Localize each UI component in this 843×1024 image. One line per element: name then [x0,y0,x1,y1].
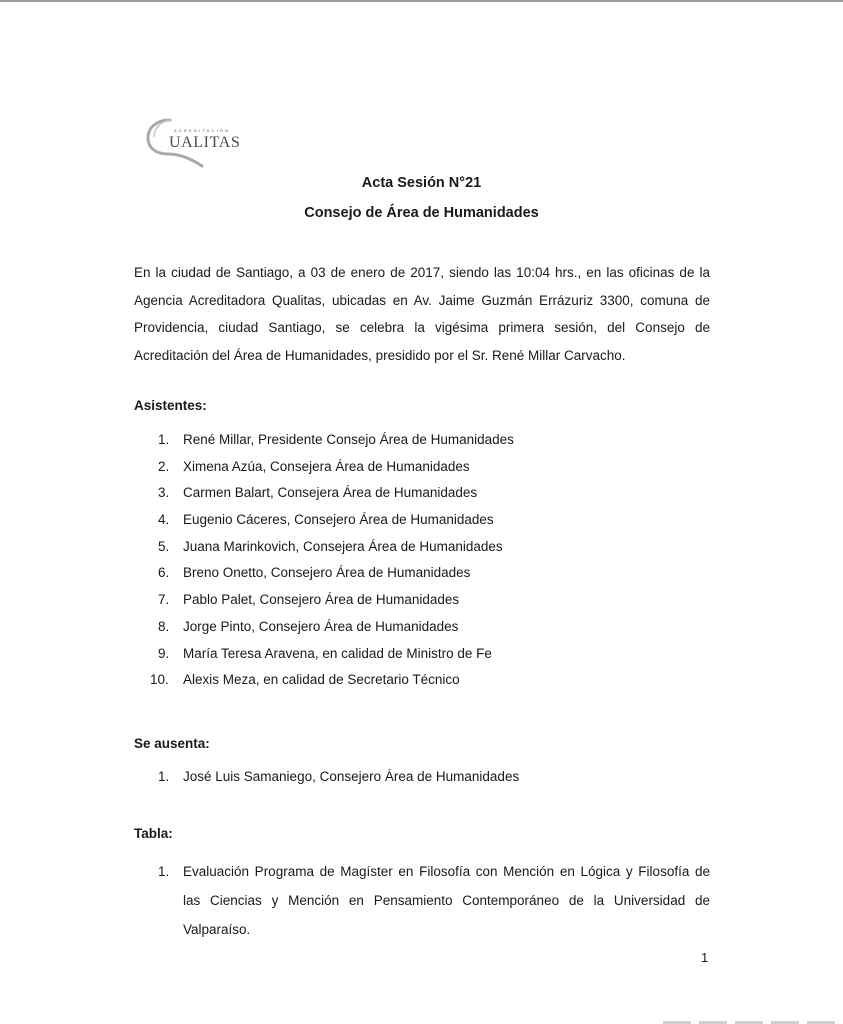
item-text: Pablo Palet, Consejero Área de Humanidades [183,592,460,608]
item-number: 6. [158,565,170,581]
item-text [183,857,710,944]
asistentes-heading: Asistentes: [134,398,207,413]
item-text: Eugenio Cáceres, Consejero Área de Humanidades [183,512,494,528]
item-number: 7. [158,592,170,608]
item-number: 10. [150,672,169,688]
tabla-line: las Ciencias y Mención en Pensamiento Contemporáneo de la Universidad de [183,893,710,908]
item-number: 2. [158,458,170,474]
tabla-line: Evaluación Programa de Magíster en Filosofía con Mención en Lógica y Filosofía de [183,864,710,879]
item-text: Breno Onetto, Consejero Área de Humanidades [183,565,471,581]
list-item [158,480,514,507]
logo-main-text: UALITAS [169,134,241,151]
list-item [158,764,519,791]
item-number: 4. [158,512,170,528]
item-number: 3. [158,485,170,501]
intro-line: En la ciudad de Santiago, a 03 de enero de 2017, siendo las 10:04 hrs., en las oficinas de la [134,265,710,280]
item-number: 5. [158,538,170,554]
item-number: 8. [158,618,170,634]
intro-paragraph [134,259,710,369]
ausentes-list [158,764,519,791]
document-title: Acta Sesión N°21 [361,175,482,191]
intro-line: Acreditación del Área de Humanidades, presidido por el Sr. René Millar Carvacho. [134,347,626,363]
asistentes-list [150,427,514,694]
item-number: 1. [158,769,170,784]
list-item [158,534,514,561]
list-item [158,641,514,668]
item-number: 1. [158,432,170,447]
document-subtitle: Consejo de Área de Humanidades [304,205,539,221]
item-number: 9. [158,645,170,661]
list-item [158,560,514,587]
item-number: 1. [158,864,170,879]
scan-top-edge [0,0,843,2]
list-item [150,667,514,694]
item-text: Carmen Balart, Consejera Área de Humanidades [183,485,478,501]
qualitas-logo [144,114,274,174]
item-text: Alexis Meza, en calidad de Secretario Técnico [183,672,460,688]
item-text: José Luis Samaniego, Consejero Área de Humanidades [183,769,520,784]
list-item [158,454,514,481]
list-item [158,427,514,454]
item-text: Ximena Azúa, Consejera Área de Humanidades [183,458,470,474]
tabla-heading: Tabla: [134,826,173,841]
intro-line: Providencia, ciudad Santiago, se celebra la vigésima primera sesión, del Consejo de [134,320,710,335]
list-item [158,507,514,534]
item-text: René Millar, Presidente Consejo Área de Humanidades [183,432,514,447]
tabla-list-item [158,857,710,944]
logo-small-text: ACREDITACIÓN [174,128,231,133]
list-item [158,614,514,641]
item-text: Jorge Pinto, Consejero Área de Humanidades [183,618,459,634]
ausentes-heading: Se ausenta: [134,736,210,751]
item-text: Juana Marinkovich, Consejera Área de Humanidades [183,538,503,554]
tabla-line: Valparaíso. [183,922,251,937]
intro-line: Agencia Acreditadora Qualitas, ubicadas en Av. Jaime Guzmán Errázuriz 3300, comuna de [134,292,710,308]
page-number: 1 [701,950,709,965]
list-item [158,587,514,614]
item-text: María Teresa Aravena, en calidad de Ministro de Fe [183,645,492,661]
